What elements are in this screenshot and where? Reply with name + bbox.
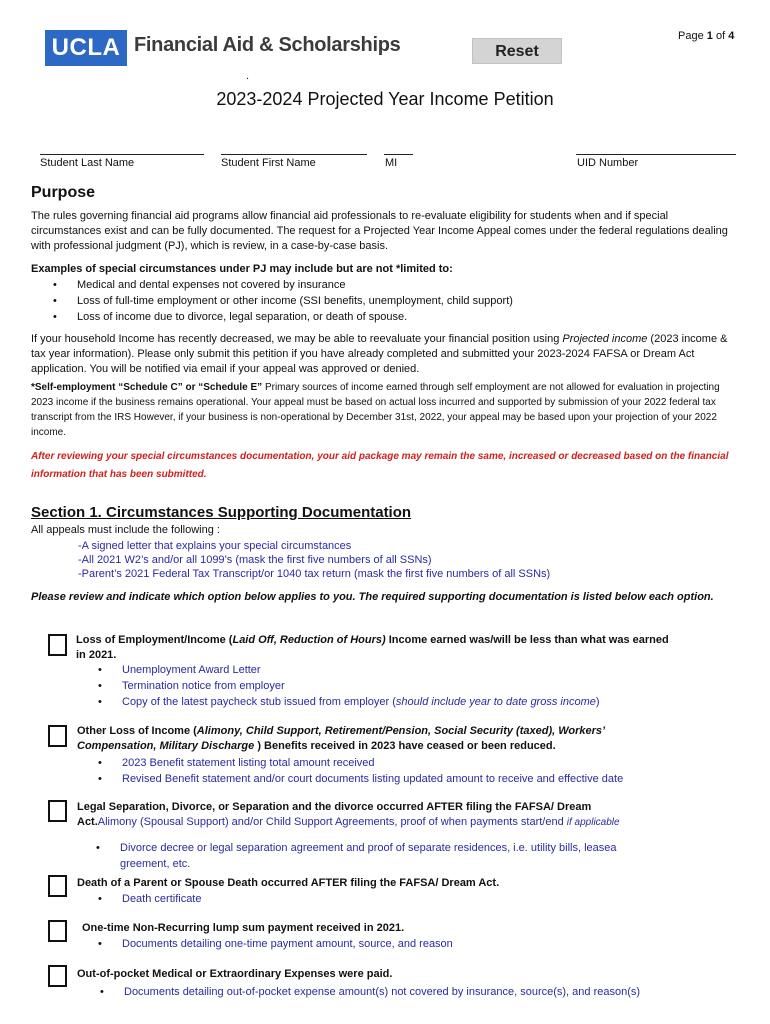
- projected-post: (2023 income & tax year information). Please only submit this petition if you have already completed and submitted your 2023-2024 FAFSA or Dream Act application. You will be notified via email if your appeal was approved or denied.: [31, 333, 728, 375]
- option-title-text: Income earned was/will be less than what was earned in 2021.: [76, 634, 669, 661]
- self-emp-text: Primary sources of income earned through self employment are not allowed for evaluation in projecting 2023 income if the business remains operational. Your appeal must be based on actual loss incurred and supported by submission of your 2022 federal tax transcript from the IRS However, if your business is non-operational by December 31st, 2022, your appeal may be based upon your projection of your 2022 income.: [31, 382, 720, 438]
- option-inline-docs: Alimony (Spousal Support) and/or Child Support Agreements, proof of when payments start/end: [97, 816, 567, 828]
- option-checkbox-medical[interactable]: [48, 965, 67, 987]
- section1-intro: All appeals must include the following :: [31, 524, 220, 536]
- option-docs-list: [96, 840, 636, 872]
- option-title-text: Other Loss of Income (: [77, 725, 197, 737]
- warning-text: After reviewing your special circumstances documentation, your aid package may remain the same, increased or decreased based on the financial information that has been submitted.: [31, 451, 729, 480]
- list-item: • Loss of income due to divorce, legal separation, or death of spouse.: [53, 309, 513, 325]
- option-docs-list: [98, 755, 623, 787]
- ucla-logo-mark: UCLA: [45, 30, 127, 66]
- list-item: • 2023 Benefit statement listing total amount received: [98, 755, 623, 771]
- option-title-italic: Laid Off, Reduction of Hours): [232, 634, 386, 646]
- examples-heading: Examples of special circumstances under PJ may include but are not *limited to:: [31, 263, 453, 275]
- option-title: [77, 800, 637, 830]
- logo-text: Financial Aid & Scholarships: [134, 34, 401, 56]
- option-title: Death of a Parent or Spouse Death occurred AFTER filing the FAFSA/ Dream Act.: [77, 877, 500, 889]
- list-item: • Unemployment Award Letter: [98, 662, 600, 678]
- page-total: 4: [728, 30, 735, 42]
- list-item: • Documents detailing out-of-pocket expense amount(s) not covered by insurance, source(s), and reason(s): [100, 984, 640, 1000]
- purpose-intro: The rules governing financial aid programs allow financial aid professionals to re-evaluate eligibility for students when and if special circumstances exist and can be fully documented. The request for a Projected Year Income Appeal comes under the federal regulations dealing with professional judgment (PJ), which is review, in a case-by-case basis.: [31, 210, 728, 252]
- option-title-text: ) Benefits received in 2023 have ceased or been reduced.: [254, 740, 556, 752]
- list-item-italic: should include year to date gross income: [395, 696, 596, 708]
- projected-income-paragraph: [31, 332, 731, 377]
- list-item: [98, 694, 600, 710]
- option-inline-italic: if applicable: [566, 817, 620, 828]
- examples-list: [53, 277, 513, 325]
- projected-em: Projected income: [562, 333, 648, 345]
- list-item: -A signed letter that explains your special circumstances: [78, 540, 352, 552]
- self-emp-bold: *Self-employment “Schedule C” or “Schedule E”: [31, 382, 263, 393]
- first-name-field[interactable]: [221, 154, 367, 155]
- option-title: [76, 633, 676, 663]
- uid-field[interactable]: [576, 154, 736, 155]
- page-current: 1: [706, 30, 713, 42]
- option-docs-list: [98, 936, 453, 952]
- list-item: • Medical and dental expenses not covered by insurance: [53, 277, 513, 293]
- stray-dot: .: [246, 70, 250, 82]
- uid-label: UID Number: [577, 157, 639, 169]
- last-name-field[interactable]: [40, 154, 204, 155]
- list-item: • Revised Benefit statement and/or court documents listing updated amount to receive and effective date: [98, 771, 623, 787]
- option-title: Out-of-pocket Medical or Extraordinary Expenses were paid.: [77, 968, 393, 980]
- page-word: Page: [678, 30, 704, 42]
- option-title: [77, 724, 677, 754]
- list-item: -Parent’s 2021 Federal Tax Transcript/or 1040 tax return (mask the first five numbers of all SSNs): [78, 568, 551, 580]
- option-checkbox-lump-sum[interactable]: [48, 920, 67, 942]
- option-title-text: Loss of Employment/Income (: [76, 634, 233, 646]
- projected-pre: If your household Income has recently decreased, we may be able to reevaluate your financial position using: [31, 333, 563, 345]
- option-checkbox-death[interactable]: [48, 875, 67, 897]
- self-employment-paragraph: [31, 380, 731, 440]
- first-name-label: Student First Name: [221, 157, 316, 169]
- list-item: • Divorce decree or legal separation agreement and proof of separate residences, i.e. utility bills, leasea greement, etc.: [96, 840, 636, 872]
- option-checkbox-divorce[interactable]: [48, 800, 67, 822]
- option-checkbox-other-income[interactable]: [48, 725, 67, 747]
- instruction-text: Please review and indicate which option below applies to you. The required supporting documentation is listed below each option.: [31, 591, 714, 603]
- list-item: -All 2021 W2’s and/or all 1099’s (mask the first five numbers of all SSNs): [78, 554, 432, 566]
- section1-heading: Section 1. Circumstances Supporting Documentation: [31, 504, 412, 521]
- list-item: • Death certificate: [98, 891, 201, 907]
- list-item-text: ): [595, 696, 600, 708]
- option-title-text: Legal Separation, Divorce, or Separation and the divorce occurred AFTER filing the FAFSA/ Dream Act.: [77, 801, 592, 828]
- reset-button[interactable]: Reset: [472, 38, 562, 64]
- list-item: • Loss of full-time employment or other income (SSI benefits, unemployment, child support): [53, 293, 513, 309]
- option-docs-list: [98, 891, 201, 907]
- purpose-heading: Purpose: [31, 184, 96, 201]
- list-item: • Termination notice from employer: [98, 678, 600, 694]
- last-name-label: Student Last Name: [40, 157, 135, 169]
- list-item-text: Copy of the latest paycheck stub issued from employer (: [122, 696, 396, 708]
- option-docs-list: [100, 984, 640, 1000]
- mi-label: MI: [385, 157, 398, 169]
- mi-field[interactable]: [384, 154, 413, 155]
- list-item: • Documents detailing one-time payment amount, source, and reason: [98, 936, 453, 952]
- page-title: 2023-2024 Projected Year Income Petition: [216, 89, 554, 109]
- option-docs-list: [98, 662, 600, 710]
- option-title: One-time Non-Recurring lump sum payment received in 2021.: [82, 922, 405, 934]
- page-of: of: [715, 30, 726, 42]
- option-title-italic: Alimony, Child Support, Retirement/Pension, Social Security (taxed), Workers’ Compensation, Military Discharge: [77, 725, 605, 752]
- page-indicator: [678, 30, 734, 42]
- option-checkbox-employment[interactable]: [48, 634, 67, 656]
- requirements-list: [78, 539, 550, 581]
